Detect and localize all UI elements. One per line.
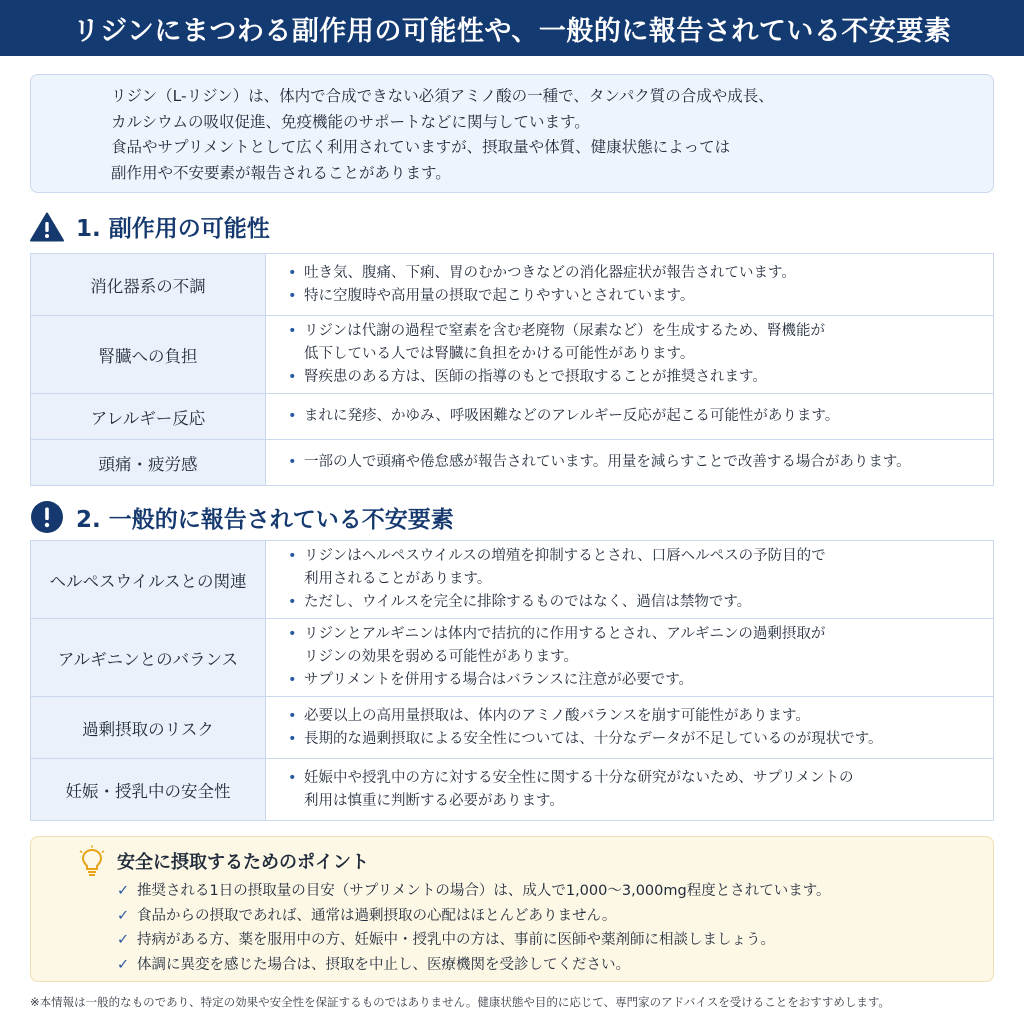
row-label: ヘルペスウイルスとの関連 bbox=[31, 541, 266, 619]
bullet-text: リジンの効果を弱める可能性があります。 bbox=[304, 649, 578, 665]
intro-line: 食品やサプリメントとして広く利用されていますが、摂取量や体質、健康状態によっては bbox=[111, 138, 731, 156]
tips-title: 安全に摂取するためのポイント bbox=[117, 852, 369, 873]
table-row bbox=[31, 440, 994, 486]
tip-item bbox=[117, 904, 831, 929]
bullet-item: • リジンはヘルペスウイルスの増殖を抑制するとされ、口唇ヘルペスの予防目的で 利用されることがあります。 bbox=[288, 545, 983, 591]
page-title: リジンにまつわる副作用の可能性や、一般的に報告されている不安要素 bbox=[72, 15, 952, 47]
bullet-text: 長期的な過剰摂取による安全性については、十分なデータが不足しているのが現状です。 bbox=[304, 730, 883, 747]
bullet-item: • 妊娠中や授乳中の方に対する安全性に関する十分な研究がないため、サプリメントの 利用は慎重に判断する必要があります。 bbox=[288, 767, 983, 813]
bullet-text: 一部の人で頭痛や倦怠感が報告されています。用量を減らすことで改善する場合があります。 bbox=[304, 454, 911, 470]
safety-tips-box bbox=[30, 836, 994, 982]
bullet-text: 必要以上の高用量摂取は、体内のアミノ酸バランスを崩す可能性があります。 bbox=[304, 707, 810, 724]
bullet-text: まれに発疹、かゆみ、呼吸困難などのアレルギー反応が起こる可能性があります。 bbox=[304, 408, 840, 424]
bullet-text: 利用は慎重に判断する必要があります。 bbox=[304, 792, 564, 809]
section-heading-side-effects bbox=[30, 210, 270, 243]
checkmark-icon: ✓ bbox=[117, 956, 130, 973]
bullet-text: 利用されることがあります。 bbox=[304, 571, 492, 587]
table-row bbox=[31, 394, 994, 440]
bullet-item: • まれに発疹、かゆみ、呼吸困難などのアレルギー反応が起こる可能性があります。 bbox=[288, 408, 840, 424]
bullet-item: • 吐き気、腹痛、下痢、胃のむかつきなどの消化器症状が報告されています。 bbox=[288, 264, 796, 281]
footnote: ※本情報は一般的なものであり、特定の効果や安全性を保証するものではありません。健康状態や目的に応じて、専門家のアドバイスを受けることをおすすめします。 bbox=[30, 995, 890, 1009]
row-label: 消化器系の不調 bbox=[31, 254, 266, 316]
table-row bbox=[31, 316, 994, 394]
tip-text: 食品からの摂取であれば、通常は過剰摂取の心配はほとんどありません。 bbox=[137, 907, 617, 924]
bullet-item: • サプリメントを併用する場合はバランスに注意が必要です。 bbox=[288, 672, 694, 688]
bullet-text: リジンとアルギニンは体内で拮抗的に作用するとされ、アルギニンの過剰摂取が bbox=[304, 626, 826, 642]
row-label: 過剰摂取のリスク bbox=[31, 697, 266, 759]
intro-box bbox=[30, 74, 994, 193]
bullet-item: • 必要以上の高用量摂取は、体内のアミノ酸バランスを崩す可能性があります。 bbox=[288, 707, 810, 724]
tip-item bbox=[117, 953, 831, 978]
row-label: 妊娠・授乳中の安全性 bbox=[31, 759, 266, 821]
bullet-item: • 腎疾患のある方は、医師の指導のもとで摂取することが推奨されます。 bbox=[288, 369, 767, 385]
section-title: 2. 一般的に報告されている不安要素 bbox=[76, 506, 454, 533]
tip-item bbox=[117, 928, 831, 953]
warning-triangle-icon bbox=[30, 212, 64, 242]
checkmark-icon: ✓ bbox=[117, 907, 130, 924]
bullet-item: • 特に空腹時や高用量の摂取で起こりやすいとされています。 bbox=[288, 287, 695, 304]
side-effects-table bbox=[30, 253, 994, 486]
table-row bbox=[31, 759, 994, 821]
bullet-text: 吐き気、腹痛、下痢、胃のむかつきなどの消化器症状が報告されています。 bbox=[304, 264, 796, 281]
bullet-text: リジンはヘルペスウイルスの増殖を抑制するとされ、口唇ヘルペスの予防目的で bbox=[304, 548, 826, 564]
tip-text: 持病がある方、薬を服用中の方、妊娠中・授乳中の方は、事前に医師や薬剤師に相談しましょう。 bbox=[137, 932, 775, 948]
concerns-table bbox=[30, 540, 994, 821]
title-banner bbox=[0, 0, 1024, 56]
bullet-item: • 長期的な過剰摂取による安全性については、十分なデータが不足しているのが現状です。 bbox=[288, 730, 883, 747]
row-label: 頭痛・疲労感 bbox=[31, 440, 266, 486]
tip-text: 体調に異変を感じた場合は、摂取を中止し、医療機関を受診してください。 bbox=[137, 956, 630, 973]
tip-text: 推奨される1日の摂取量の目安（サプリメントの場合）は、成人で1,000〜3,000mg程度とされています。 bbox=[137, 883, 831, 899]
checkmark-icon: ✓ bbox=[117, 883, 130, 899]
bullet-text: サプリメントを併用する場合はバランスに注意が必要です。 bbox=[304, 672, 694, 688]
table-row bbox=[31, 541, 994, 619]
table-row bbox=[31, 619, 994, 697]
row-label: 腎臓への負担 bbox=[31, 316, 266, 394]
checkmark-icon: ✓ bbox=[117, 932, 130, 948]
bullet-text: 特に空腹時や高用量の摂取で起こりやすいとされています。 bbox=[304, 287, 695, 304]
row-label: アルギニンとのバランス bbox=[31, 619, 266, 697]
bullet-item: • 一部の人で頭痛や倦怠感が報告されています。用量を減らすことで改善する場合があります。 bbox=[288, 454, 911, 470]
intro-line: 副作用や不安要素が報告されることがあります。 bbox=[111, 163, 451, 182]
intro-line: リジン（L-リジン）は、体内で合成できない必須アミノ酸の一種で、タンパク質の合成や成長、 bbox=[111, 87, 774, 105]
bullet-item: • リジンは代謝の過程で窒素を含む老廃物（尿素など）を生成するため、腎機能が 低下している人では腎臓に負担をかける可能性があります。 bbox=[288, 320, 983, 366]
bullet-item: • ただし、ウイルスを完全に排除するものではなく、過信は禁物です。 bbox=[288, 594, 752, 610]
bullet-text: 低下している人では腎臓に負担をかける可能性があります。 bbox=[304, 346, 695, 362]
table-row bbox=[31, 254, 994, 316]
bullet-text: 腎疾患のある方は、医師の指導のもとで摂取することが推奨されます。 bbox=[304, 369, 767, 385]
row-label: アレルギー反応 bbox=[31, 394, 266, 440]
bullet-item: • リジンとアルギニンは体内で拮抗的に作用するとされ、アルギニンの過剰摂取が リジンの効果を弱める可能性があります。 bbox=[288, 623, 983, 669]
tip-item bbox=[117, 879, 831, 904]
intro-line: カルシウムの吸収促進、免疫機能のサポートなどに関与しています。 bbox=[111, 112, 590, 131]
bullet-text: リジンは代謝の過程で窒素を含む老廃物（尿素など）を生成するため、腎機能が bbox=[304, 323, 826, 339]
bullet-text: ただし、ウイルスを完全に排除するものではなく、過信は禁物です。 bbox=[304, 594, 752, 610]
lightbulb-icon bbox=[77, 845, 107, 879]
exclamation-circle-icon bbox=[30, 500, 64, 534]
bullet-text: 妊娠中や授乳中の方に対する安全性に関する十分な研究がないため、サプリメントの bbox=[304, 769, 854, 786]
tips-list bbox=[117, 879, 831, 977]
table-row bbox=[31, 697, 994, 759]
section-heading-concerns bbox=[30, 500, 454, 534]
section-title: 1. 副作用の可能性 bbox=[76, 216, 270, 242]
